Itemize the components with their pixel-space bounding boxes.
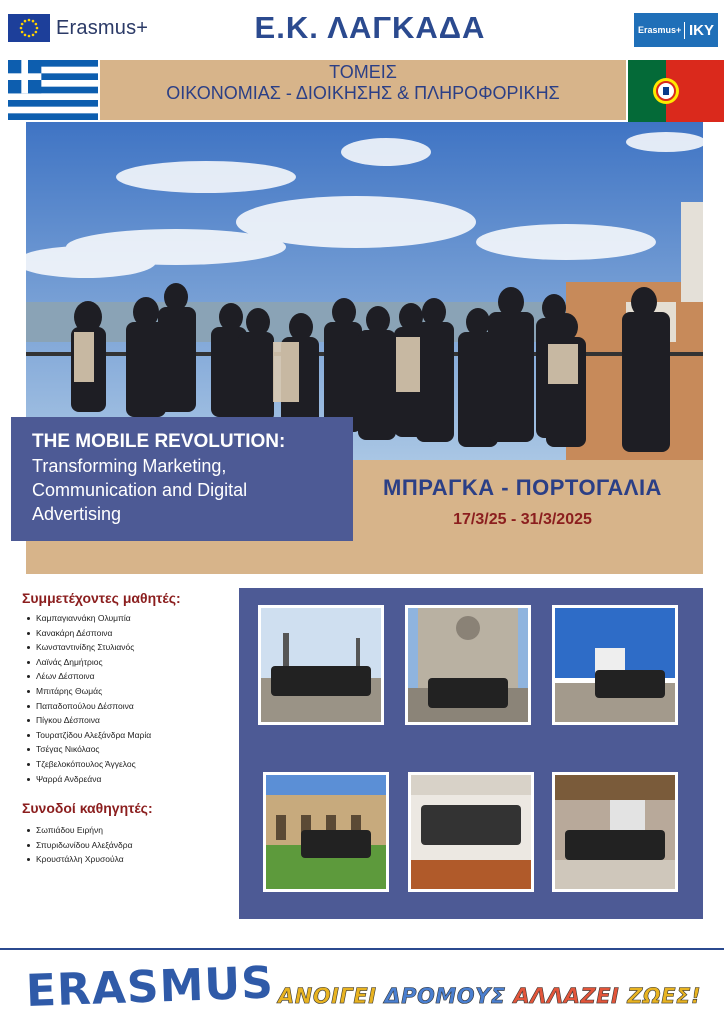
iky-text: IKY [684,22,714,39]
group-photo [26,122,703,460]
list-item: Τουρατζίδου Αλεξάνδρα Μαρία [26,728,151,743]
list-item: Κρουστάλλη Χρυσούλα [26,852,133,867]
trip-dates: 17/3/25 - 31/3/2025 [453,511,592,528]
iky-logo [634,13,718,47]
slogan-word: ΑΝΟΙΓΕΙ [278,984,385,1008]
list-item: Σπυριδωνίδου Αλεξάνδρα [26,838,133,853]
erasmus-plus-logo [8,14,148,42]
departments-line-2: ΟΙΚΟΝΟΜΙΑΣ - ΔΙΟΙΚΗΣΗΣ & ΠΛΗΡΟΦΟΡΙΚΗΣ [166,83,560,103]
iky-erasmus-text: Erasmus+ [638,24,682,35]
slogan-word: ΔΡΟΜΟΥΣ [384,984,514,1008]
destination: ΜΠΡΑΓΚΑ - ΠΟΡΤΟΓΑΛΙΑ [383,475,662,500]
departments-box [100,60,626,120]
students-heading: Συμμετέχοντες μαθητές: [22,590,181,606]
list-item: Κανακάρη Δέσποινα [26,626,151,641]
teachers-list [26,823,133,867]
list-item: Σωπιάδου Ειρήνη [26,823,133,838]
greek-flag-icon [8,60,98,120]
gallery-photo [552,605,678,725]
list-item: Ψαρρά Ανδρεάνα [26,772,151,787]
list-item: Παπαδοπούλου Δέσποινα [26,699,151,714]
list-item: Καμπαγιαννάκη Ολυμπία [26,611,151,626]
departments-line-1: ΤΟΜΕΙΣ [329,62,397,82]
list-item: Κωνσταντινίδης Στυλιανός [26,640,151,655]
gallery-photo [408,772,534,892]
list-item: Πίγκου Δέσποινα [26,713,151,728]
gallery-photo [263,772,389,892]
portugal-flag-icon [628,60,724,122]
teachers-heading: Συνοδοί καθηγητές: [22,800,153,816]
list-item: Λαϊνάς Δημήτριος [26,655,151,670]
slogan [278,984,701,1008]
erasmus-logo-text: Erasmus+ [56,16,149,39]
gallery-photo [258,605,384,725]
eu-flag-icon [8,14,50,42]
school-title: Ε.Κ. ΛΑΓΚΑΔΑ [254,10,486,45]
slogan-word: ΑΛΛΑΖΕΙ [513,984,628,1008]
slogan-word: ΖΩΕΣ! [627,984,702,1008]
departments-band [0,60,724,122]
list-item: Τσέγας Νικόλαος [26,742,151,757]
photo-gallery [239,588,703,919]
project-subtitle-line: Advertising [32,504,122,524]
project-subtitle-line: Transforming Marketing, [32,456,227,476]
list-item: Λέων Δέσποινα [26,669,151,684]
students-list [26,611,151,786]
footer-divider [0,948,724,950]
project-subtitle-line: Communication and Digital [32,480,248,500]
gallery-photo [552,772,678,892]
list-item: Μπιτάρης Θωμάς [26,684,151,699]
erasmus-wordmark: ERASMUS [25,957,275,1017]
project-title: THE MOBILE REVOLUTION: [32,431,286,452]
project-title-box [11,417,353,541]
gallery-photo [405,605,531,725]
list-item: Τζεβελοκόπουλος Άγγελος [26,757,151,772]
